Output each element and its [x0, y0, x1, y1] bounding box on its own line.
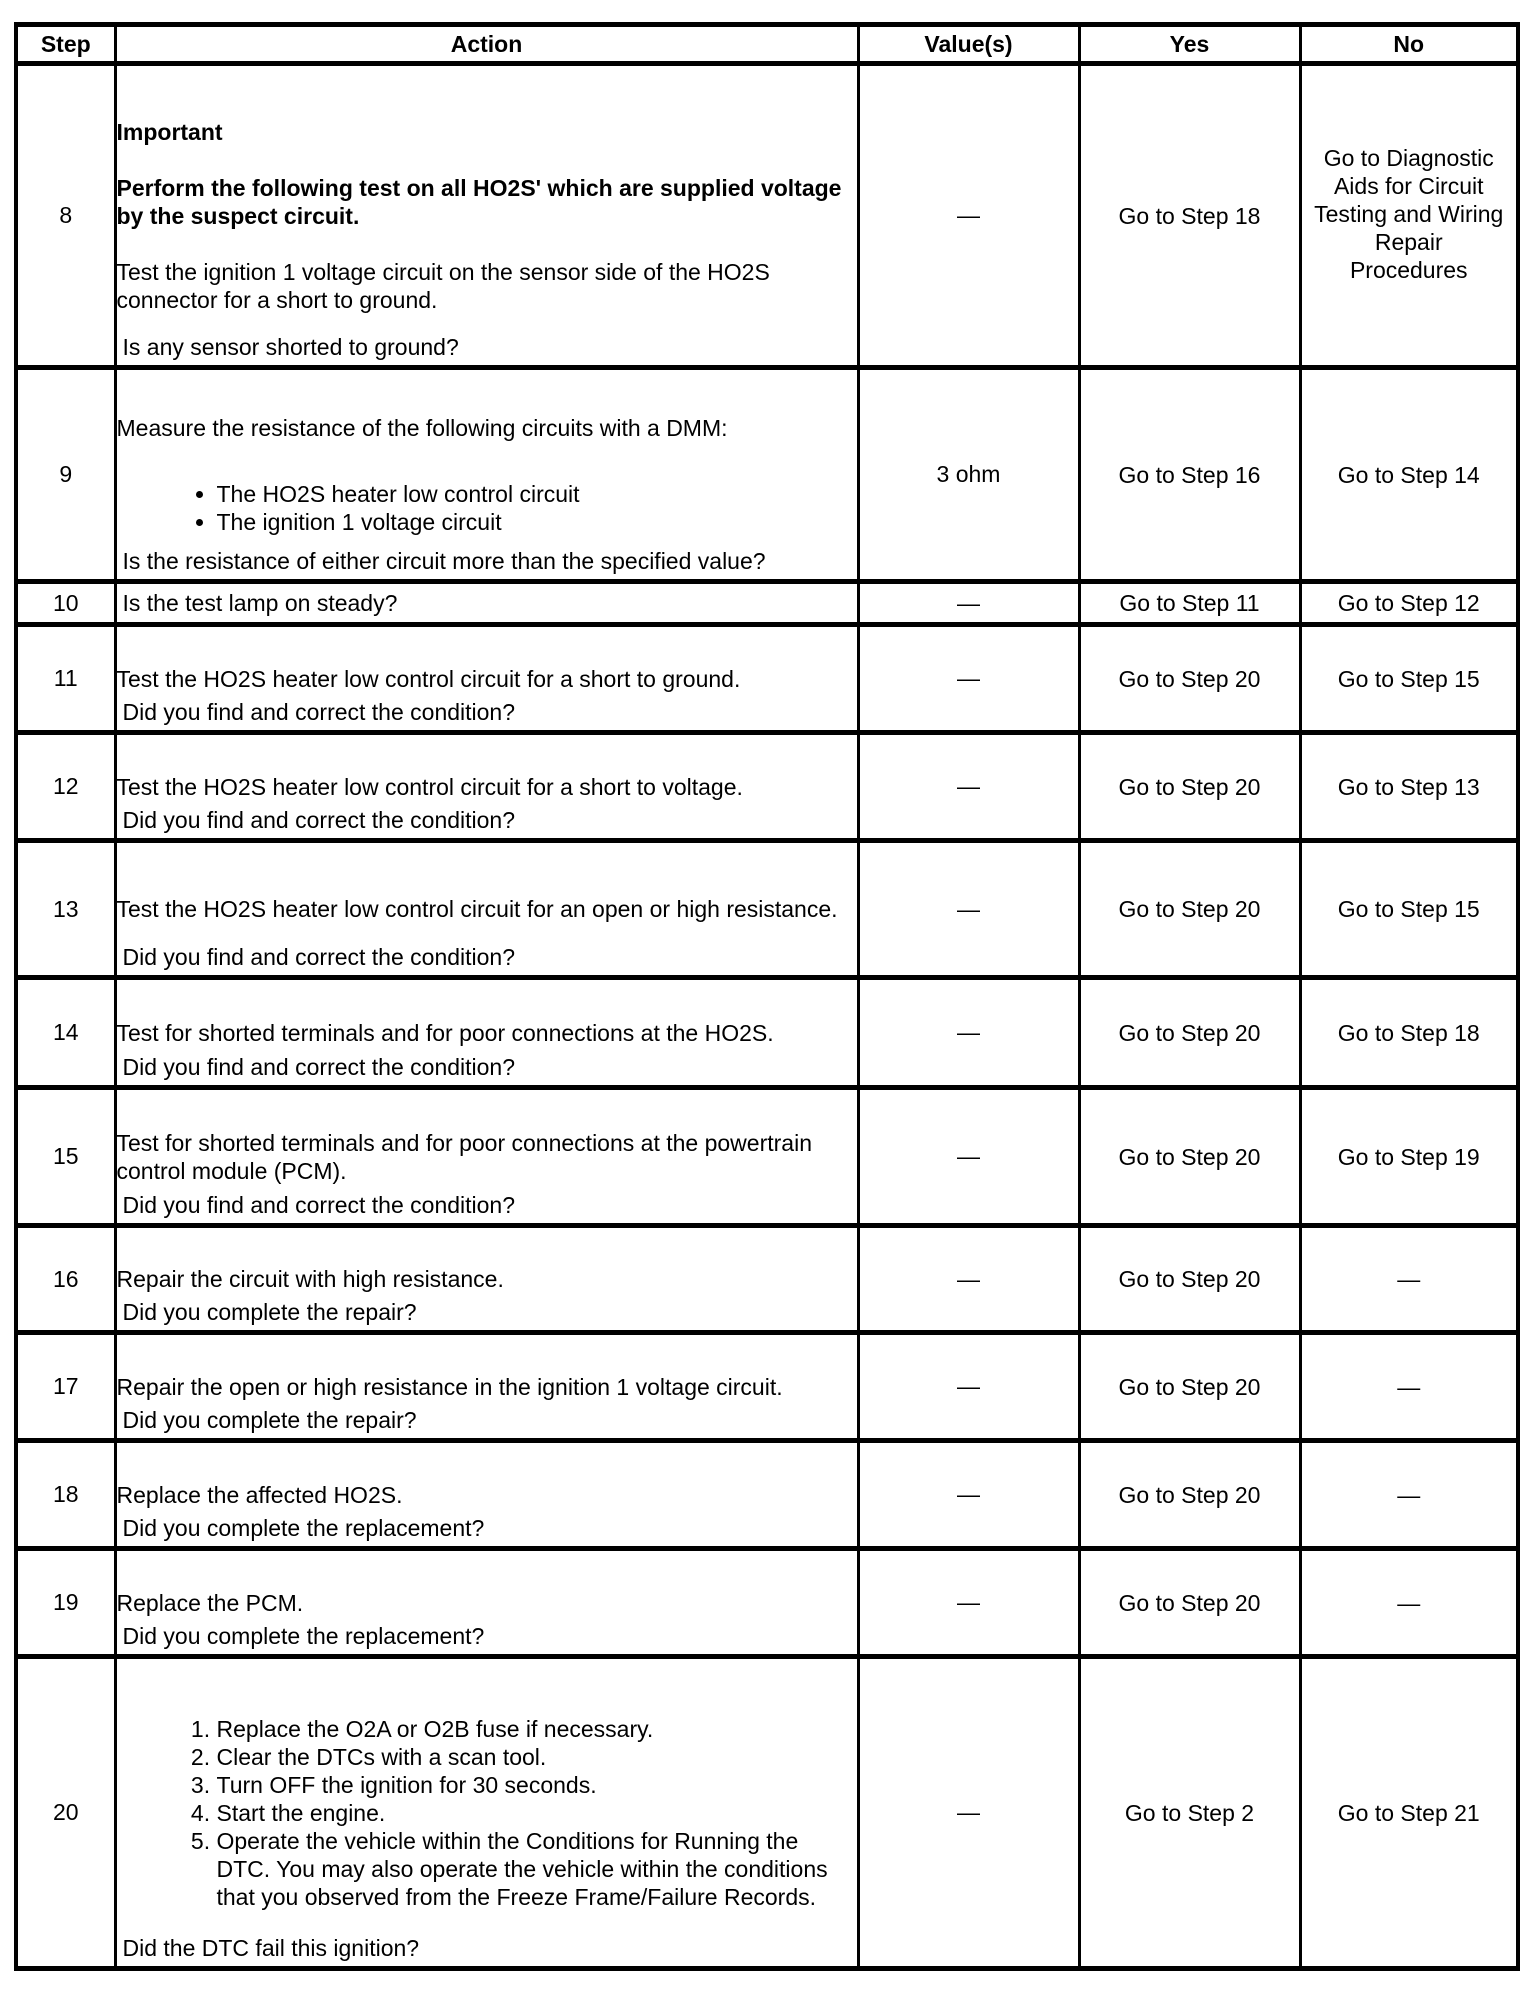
- step-number: 17: [16, 1333, 115, 1441]
- yes-link[interactable]: Go to Step 18: [1079, 64, 1300, 368]
- no-link[interactable]: Go to Step 13: [1300, 733, 1518, 841]
- table-row: [16, 1088, 1518, 1226]
- question-text: Is the resistance of either circuit more than the specified value?: [122, 548, 766, 574]
- no-link[interactable]: Go to Step 12: [1300, 582, 1518, 625]
- step-number: 20: [16, 1657, 115, 1969]
- action-cell: [115, 1549, 858, 1657]
- important-label: Important: [116, 118, 223, 145]
- action-cell: [115, 1088, 858, 1226]
- important-text: Perform the following test on all HO2S' which are supplied voltage by the suspect circuit.: [116, 174, 842, 229]
- instruction-text: Test the HO2S heater low control circuit for an open or high resistance.: [116, 896, 838, 922]
- step-number: 19: [16, 1549, 115, 1657]
- header-yes: Yes: [1079, 25, 1300, 64]
- question-text: Did you find and correct the condition?: [122, 944, 516, 970]
- table-row: [16, 841, 1518, 978]
- yes-link[interactable]: Go to Step 20: [1079, 1088, 1300, 1226]
- no-value: —: [1300, 1226, 1518, 1333]
- table-header-row: [16, 25, 1518, 64]
- question-text: Did you find and correct the condition?: [122, 699, 516, 725]
- action-cell: [115, 978, 858, 1088]
- yes-link[interactable]: Go to Step 20: [1079, 1226, 1300, 1333]
- question-text: Is any sensor shorted to ground?: [122, 334, 459, 360]
- yes-link[interactable]: Go to Step 20: [1079, 1333, 1300, 1441]
- value-cell: —: [858, 1549, 1079, 1657]
- value-cell: —: [858, 1441, 1079, 1549]
- instruction-text: Test for shorted terminals and for poor connections at the HO2S.: [116, 1019, 774, 1046]
- question-text: Did you complete the repair?: [122, 1299, 417, 1325]
- no-link[interactable]: Go to Step 19: [1300, 1088, 1518, 1226]
- value-cell: —: [858, 978, 1079, 1088]
- table-row: [16, 64, 1518, 368]
- header-step: Step: [16, 25, 115, 64]
- action-cell: [115, 625, 858, 733]
- no-link[interactable]: Go to Step 15: [1300, 625, 1518, 733]
- instruction-text: Replace the affected HO2S.: [116, 1481, 403, 1508]
- yes-link[interactable]: Go to Step 20: [1079, 625, 1300, 733]
- value-cell: —: [858, 1088, 1079, 1226]
- step-number: 13: [16, 841, 115, 978]
- no-link[interactable]: Go to Step 18: [1300, 978, 1518, 1088]
- no-value: —: [1300, 1441, 1518, 1549]
- instruction-text: Measure the resistance of the following circuits with a DMM:: [116, 414, 728, 441]
- list-item: 1. Replace the O2A or O2B fuse if necessary.: [217, 1715, 857, 1743]
- list-item: 3. Turn OFF the ignition for 30 seconds.: [217, 1771, 857, 1799]
- step-number: 18: [16, 1441, 115, 1549]
- no-link[interactable]: Go to Step 21: [1300, 1657, 1518, 1969]
- value-cell: —: [858, 1657, 1079, 1969]
- table-row: [16, 625, 1518, 733]
- value-cell: —: [858, 1333, 1079, 1441]
- step-number: 16: [16, 1226, 115, 1333]
- table-row: [16, 1441, 1518, 1549]
- instruction-text: Test the HO2S heater low control circuit for a short to voltage.: [116, 773, 743, 800]
- action-cell: [115, 1441, 858, 1549]
- procedure-list: [117, 1715, 857, 1911]
- list-item: 2. Clear the DTCs with a scan tool.: [217, 1743, 857, 1771]
- yes-link[interactable]: Go to Step 16: [1079, 368, 1300, 582]
- step-number: 9: [16, 368, 115, 582]
- action-cell: [115, 1226, 858, 1333]
- action-cell: [115, 64, 858, 368]
- step-number: 14: [16, 978, 115, 1088]
- table-row: [16, 582, 1518, 625]
- instruction-text: Replace the PCM.: [116, 1589, 304, 1616]
- question-text: Is the test lamp on steady?: [122, 590, 398, 616]
- yes-link[interactable]: Go to Step 20: [1079, 733, 1300, 841]
- question-text: Did you complete the repair?: [122, 1407, 417, 1433]
- no-value: —: [1300, 1549, 1518, 1657]
- value-cell: —: [858, 582, 1079, 625]
- table-row: [16, 1657, 1518, 1969]
- step-number: 12: [16, 733, 115, 841]
- yes-link[interactable]: Go to Step 20: [1079, 978, 1300, 1088]
- instruction-text: Test the HO2S heater low control circuit for a short to ground.: [116, 665, 741, 692]
- step-number: 8: [16, 64, 115, 368]
- action-cell: [115, 582, 858, 625]
- action-cell: [115, 368, 858, 582]
- question-text: Did you find and correct the condition?: [122, 1192, 516, 1218]
- value-cell: —: [858, 625, 1079, 733]
- diagnostic-steps-table: [14, 22, 1520, 1971]
- no-link[interactable]: Go to Step 14: [1300, 368, 1518, 582]
- action-cell: [115, 733, 858, 841]
- step-number: 10: [16, 582, 115, 625]
- value-cell: —: [858, 64, 1079, 368]
- circuit-list: [117, 480, 857, 536]
- action-cell: [115, 1657, 858, 1969]
- yes-link[interactable]: Go to Step 11: [1079, 582, 1300, 625]
- yes-link[interactable]: Go to Step 20: [1079, 1549, 1300, 1657]
- list-item: • The HO2S heater low control circuit: [217, 480, 857, 508]
- no-link[interactable]: Go to Diagnostic Aids for Circuit Testing and Wiring Repair Procedures: [1300, 64, 1518, 368]
- value-cell: —: [858, 1226, 1079, 1333]
- value-cell: —: [858, 841, 1079, 978]
- value-cell: —: [858, 733, 1079, 841]
- instruction-text: Test for shorted terminals and for poor connections at the powertrain control module (PCM).: [116, 1129, 812, 1184]
- question-text: Did you complete the replacement?: [122, 1515, 485, 1541]
- yes-link[interactable]: Go to Step 2: [1079, 1657, 1300, 1969]
- table-row: [16, 733, 1518, 841]
- no-link[interactable]: Go to Step 15: [1300, 841, 1518, 978]
- action-cell: [115, 1333, 858, 1441]
- list-item: • The ignition 1 voltage circuit: [217, 508, 857, 536]
- question-text: Did you complete the replacement?: [122, 1623, 485, 1649]
- list-item: 5. Operate the vehicle within the Conditions for Running the DTC. You may also operate the vehicle within the conditions that you observed from the Freeze Frame/Failure Records.: [217, 1827, 857, 1911]
- action-cell: [115, 841, 858, 978]
- table-row: [16, 368, 1518, 582]
- instruction-text: Repair the circuit with high resistance.: [116, 1266, 504, 1292]
- question-text: Did you find and correct the condition?: [122, 807, 516, 833]
- instruction-text: Repair the open or high resistance in the ignition 1 voltage circuit.: [116, 1373, 783, 1400]
- table-row: [16, 1333, 1518, 1441]
- value-cell: 3 ohm: [858, 368, 1079, 582]
- no-value: —: [1300, 1333, 1518, 1441]
- table-row: [16, 1226, 1518, 1333]
- header-action: Action: [115, 25, 858, 64]
- instruction-text: Test the ignition 1 voltage circuit on the sensor side of the HO2S connector for a short to ground.: [116, 258, 770, 313]
- yes-link[interactable]: Go to Step 20: [1079, 841, 1300, 978]
- step-number: 15: [16, 1088, 115, 1226]
- question-text: Did the DTC fail this ignition?: [122, 1935, 420, 1961]
- step-number: 11: [16, 625, 115, 733]
- header-values: Value(s): [858, 25, 1079, 64]
- question-text: Did you find and correct the condition?: [122, 1054, 516, 1080]
- header-no: No: [1300, 25, 1518, 64]
- yes-link[interactable]: Go to Step 20: [1079, 1441, 1300, 1549]
- table-row: [16, 1549, 1518, 1657]
- list-item: 4. Start the engine.: [217, 1799, 857, 1827]
- table-row: [16, 978, 1518, 1088]
